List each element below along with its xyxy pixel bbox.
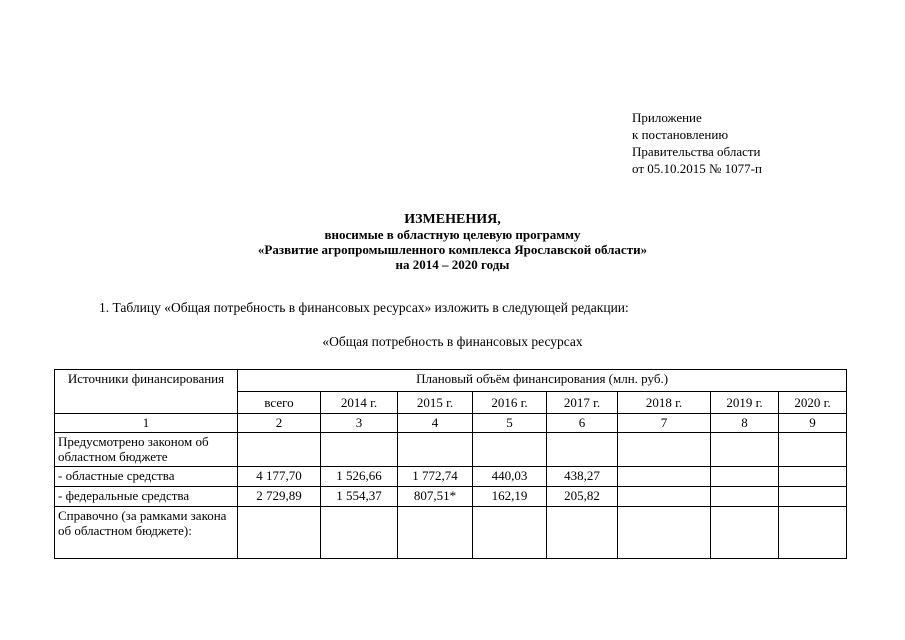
header-year: 2018 г. [618,392,711,414]
header-planned-volume: Плановый объём финансирования (млн. руб.) [238,370,847,392]
table-cell [711,487,779,507]
index-cell: 3 [321,414,398,433]
table-cell: 1 554,37 [321,487,398,507]
table-cell [238,507,321,559]
index-cell: 1 [55,414,238,433]
table-cell [618,507,711,559]
index-cell: 5 [473,414,547,433]
paragraph-1: 1. Таблицу «Общая потребность в финансовых ресурсах» изложить в следующей редакции: [99,300,629,315]
table-cell [398,433,473,467]
table-cell: 438,27 [547,467,618,487]
funding-table [54,369,847,559]
table-cell [321,507,398,559]
header-year: 2014 г. [321,392,398,414]
table-cell [238,433,321,467]
table-cell [473,507,547,559]
document-heading [0,212,905,272]
appendix-line: от 05.10.2015 № 1077-п [632,161,762,176]
table-cell [779,507,847,559]
table-cell: 440,03 [473,467,547,487]
appendix-line: к постановлению [632,127,729,142]
table-cell [711,433,779,467]
row-label: - областные средства [55,467,238,487]
table-cell [547,507,618,559]
table-cell [618,433,711,467]
header-year: 2020 г. [779,392,847,414]
header-year: 2016 г. [473,392,547,414]
table-row [55,507,847,559]
table-cell [779,433,847,467]
row-label: Справочно (за рамками закона об областном бюджете): [55,507,238,559]
table-cell [618,467,711,487]
table-cell [711,507,779,559]
table-cell: 807,51* [398,487,473,507]
heading-line: на 2014 – 2020 годы [395,257,510,272]
index-cell: 9 [779,414,847,433]
table-cell [473,433,547,467]
table-cell: 2 729,89 [238,487,321,507]
row-label: Предусмотрено законом об областном бюджете [55,433,238,467]
table-cell: 205,82 [547,487,618,507]
heading-line: вносимые в областную целевую программу [324,227,581,242]
header-sources: Источники финансирования [55,370,238,414]
table-cell [321,433,398,467]
index-cell: 8 [711,414,779,433]
index-cell: 4 [398,414,473,433]
table-cell: 4 177,70 [238,467,321,487]
appendix-block [632,109,762,177]
index-cell: 2 [238,414,321,433]
index-cell: 7 [618,414,711,433]
table-row [55,433,847,467]
table-cell [398,507,473,559]
table-cell [547,433,618,467]
table-caption: «Общая потребность в финансовых ресурсах [322,334,583,349]
table-cell: 1 772,74 [398,467,473,487]
header-year: 2015 г. [398,392,473,414]
table-cell: 1 526,66 [321,467,398,487]
appendix-line: Приложение [632,110,702,125]
heading-line: «Развитие агропромышленного комплекса Ярославской области» [257,242,648,257]
header-year: 2019 г. [711,392,779,414]
table-cell [779,487,847,507]
header-total: всего [238,392,321,414]
table-cell: 162,19 [473,487,547,507]
table-cell [711,467,779,487]
table-cell [779,467,847,487]
appendix-line: Правительства области [632,144,761,159]
row-label: - федеральные средства [55,487,238,507]
heading-title: ИЗМЕНЕНИЯ, [404,212,501,227]
index-row [55,414,847,433]
header-year: 2017 г. [547,392,618,414]
table-cell [618,487,711,507]
table-row [55,467,847,487]
index-cell: 6 [547,414,618,433]
table-row [55,487,847,507]
